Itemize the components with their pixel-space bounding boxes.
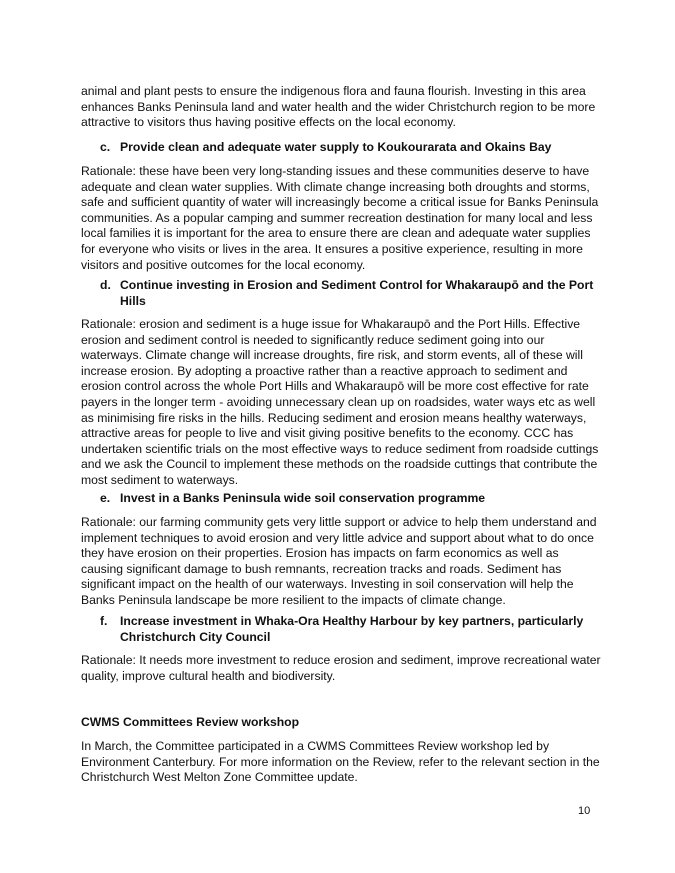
item-e-heading-text: Invest in a Banks Peninsula wide soil conservation programme — [120, 491, 486, 505]
workshop-text: In March, the Committee participated in a CWMS Committees Review workshop led by Environment Canterbury. For more information on the Review, refer to the relevant section in the Christchurch West Melton Zone Committee update. — [81, 739, 600, 785]
item-e-rationale: Rationale: our farming community gets very little support or advice to help them understand and implement techniques to avoid erosion and very little advice and support about what to do once they have erosion on their properties. Erosion has impacts on farm economics as well as causing significant damage to bush remnants, recreation tracks and roads. Sediment has significant impact on the health of our waterways. Investing in soil conservation will help the Banks Peninsula landscape be more resilient to the impacts of climate change. — [81, 515, 597, 607]
item-e-heading — [100, 491, 600, 507]
item-c-heading-text: Provide clean and adequate water supply to Koukourarata and Okains Bay — [120, 140, 552, 154]
item-f-heading-text: Increase investment in Whaka-Ora Healthy Harbour by key partners, particularly Christchurch City Council — [120, 614, 584, 644]
item-e-letter: e. — [100, 491, 111, 505]
item-d-heading-text: Continue investing in Erosion and Sediment Control for Whakaraupō and the Port Hills — [120, 278, 594, 308]
page-number: 10 — [578, 805, 591, 817]
item-c-letter: c. — [100, 140, 111, 154]
item-d-heading — [100, 278, 600, 309]
item-c-heading — [100, 140, 600, 156]
item-d-rationale: Rationale: erosion and sediment is a huge issue for Whakaraupō and the Port Hills. Effective erosion and sediment control is needed to significantly reduce sediment going into our waterways. Climate change will increase droughts, fire risk, and storm events, all of these will increase erosion. By adopting a proactive rather than a reactive approach to sediment and erosion control across the whole Port Hills and Whakaraupō will be more cost effective for rate payers in the longer term - avoiding unnecessary clean up on roadsides, water ways etc as well as minimising fire risks in the hills. Reducing sediment and erosion means healthy waterways, attractive areas for people to live and visit giving positive benefits to the economy. CCC has undertaken scientific trials on the most effective ways to reduce sediment from roadside cuttings and we ask the Council to implement these methods on the roadside cuttings that contribute the most sediment to waterways. — [81, 317, 599, 487]
item-d-letter: d. — [100, 278, 111, 292]
item-f-rationale: Rationale: It needs more investment to reduce erosion and sediment, improve recreational water quality, improve cultural health and biodiversity. — [81, 653, 601, 683]
workshop-title: CWMS Committees Review workshop — [81, 715, 300, 729]
item-c-rationale: Rationale: these have been very long-standing issues and these communities deserve to have adequate and clean water supplies. With climate change increasing both droughts and storms, safe and sufficient quantity of water will increasingly become a critical issue for Banks Peninsula communities. As a popular camping and summer recreation destination for many local and less local families it is important for the area to ensure there are clean and adequate water supplies for everyone who visits or lives in the area. It ensures a positive experience, resulting in more visitors and positive outcomes for the local economy. — [81, 164, 599, 272]
item-f-letter: f. — [100, 614, 108, 628]
intro-paragraph: animal and plant pests to ensure the indigenous flora and fauna flourish. Investing in this area enhances Banks Peninsula land and water health and the wider Christchurch region to be more attractive to visitors thus having positive effects on the local economy. — [81, 84, 596, 130]
item-f-heading — [100, 614, 600, 645]
